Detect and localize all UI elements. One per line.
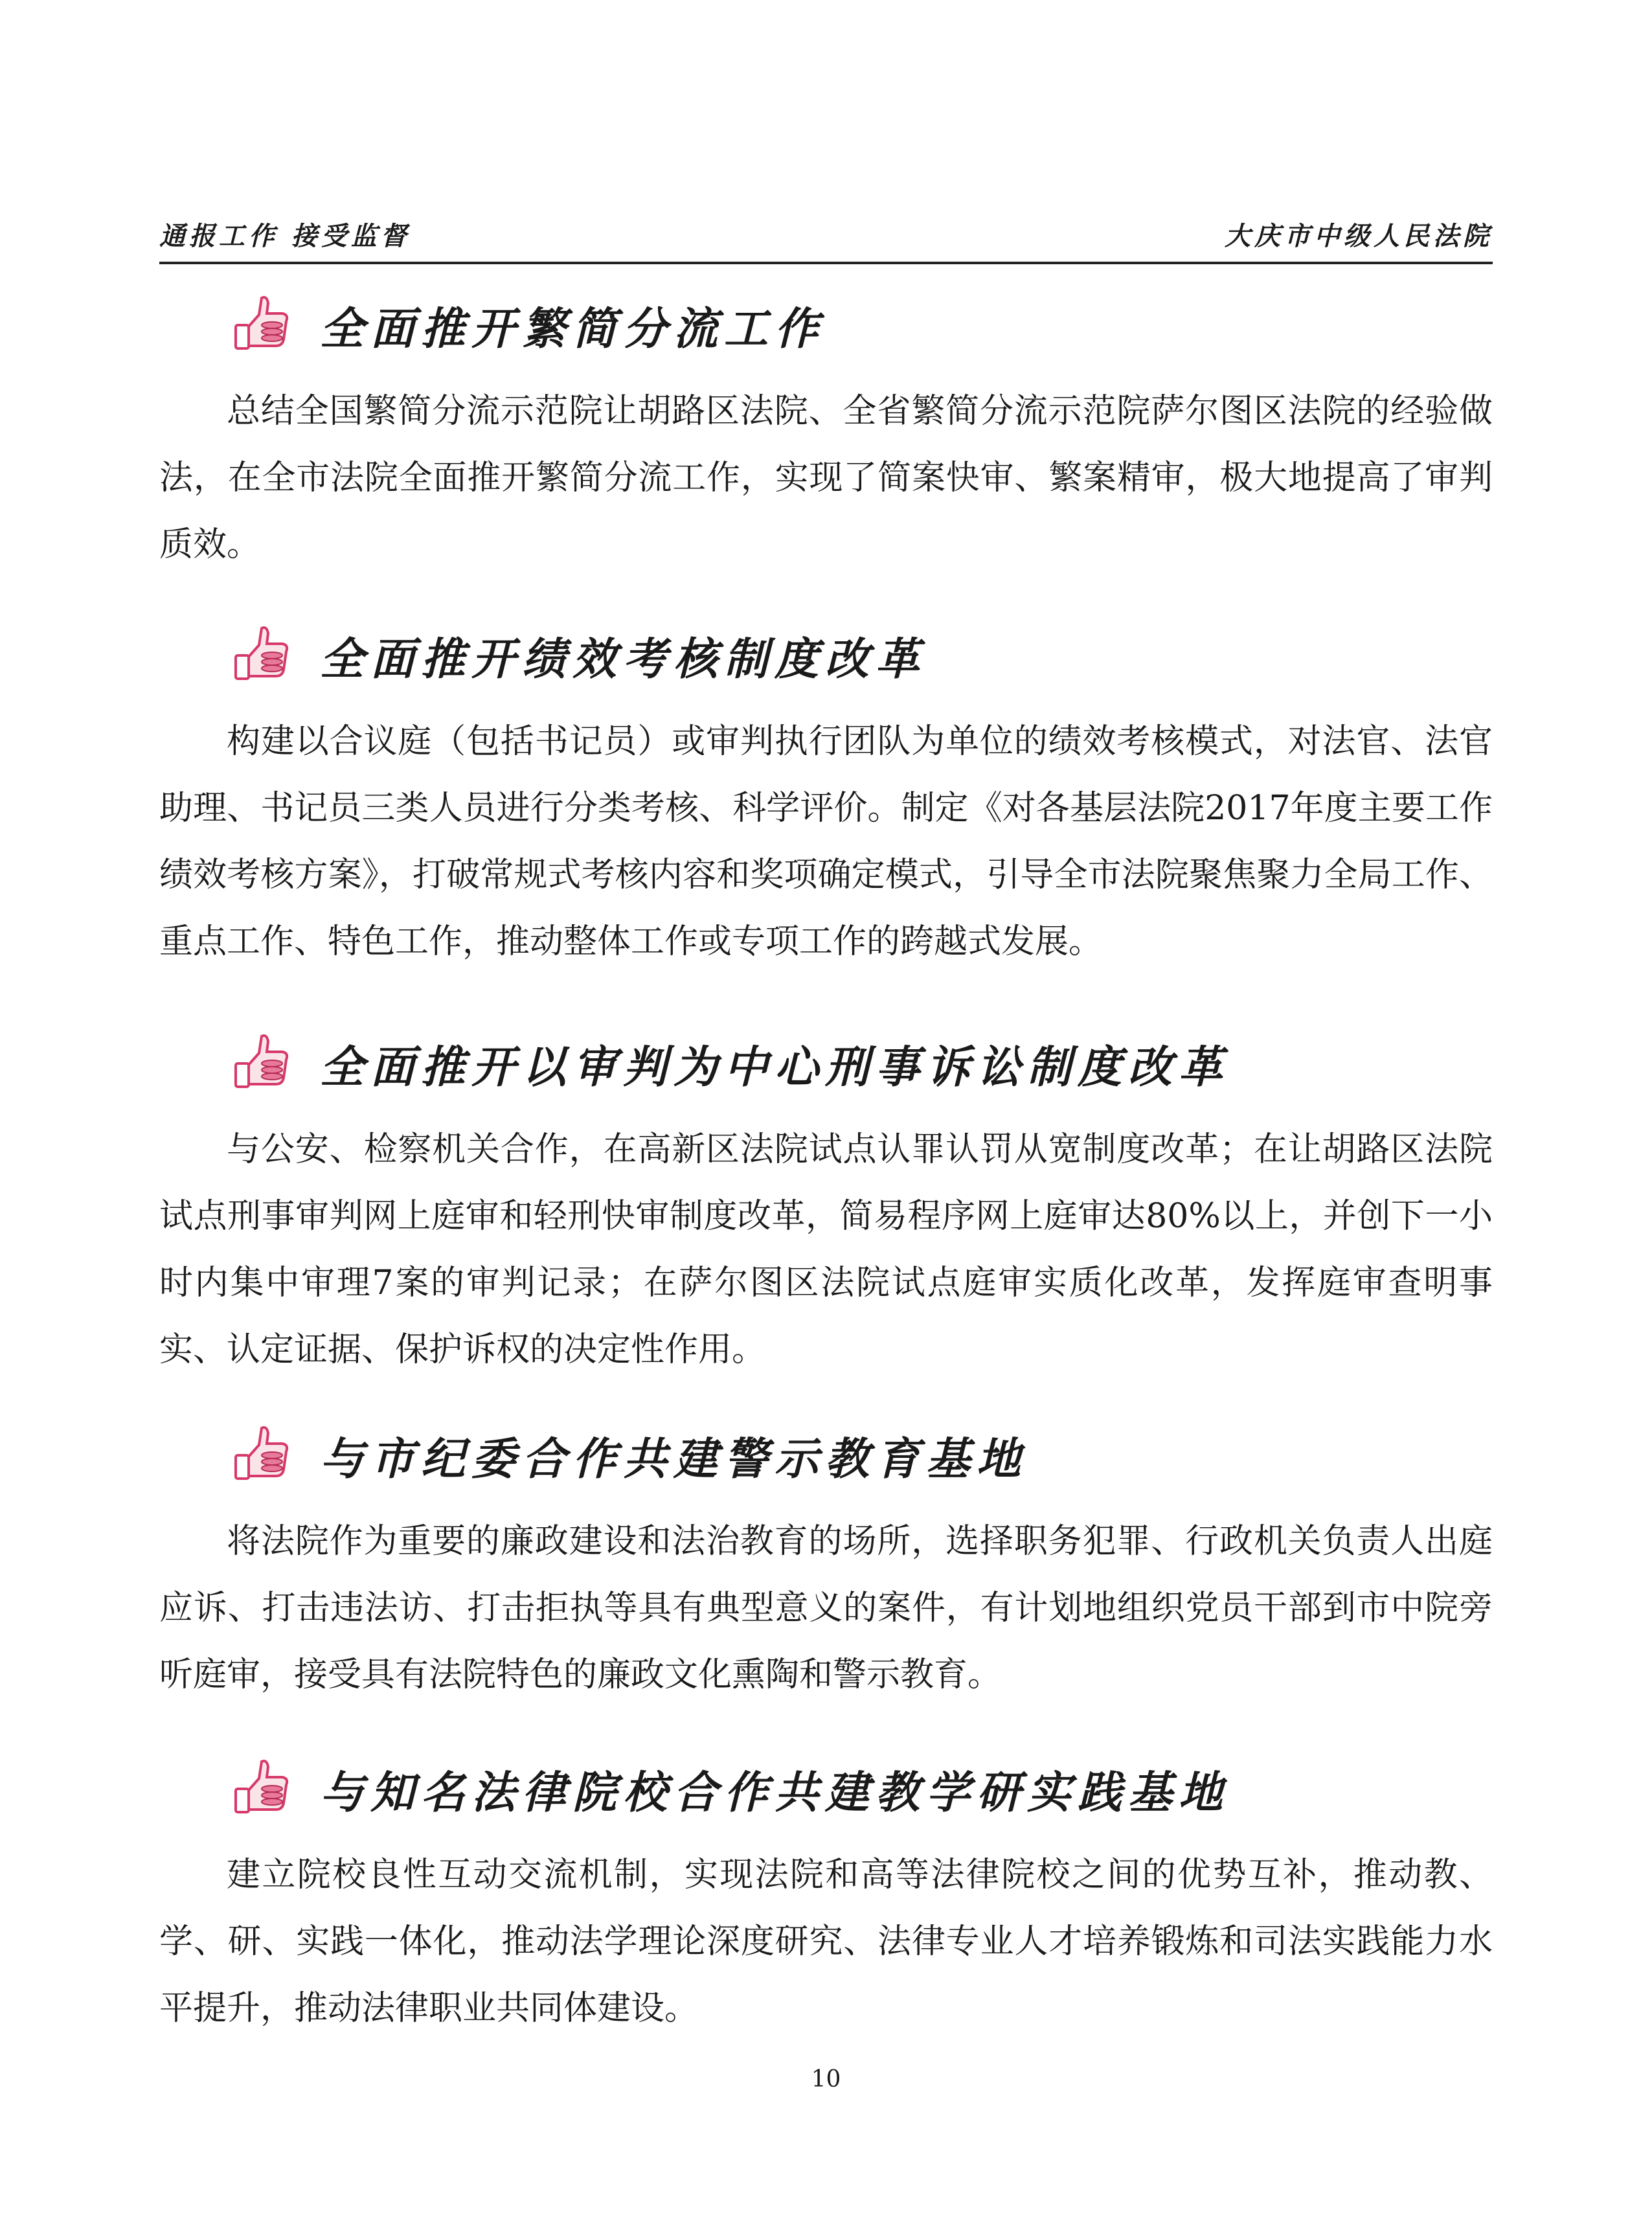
thumbs-up-coins-icon bbox=[231, 618, 295, 683]
section-heading bbox=[159, 1742, 1493, 1826]
section-body: 建立院校良性互动交流机制，实现法院和高等法律院校之间的优势互补，推动教、学、研、实践一体化，推动法学理论深度研究、法律专业人才培养锻炼和司法实践能力水平提升，推动法律职业共同体建设。 bbox=[159, 1856, 1493, 2028]
thumbs-up-coins-icon bbox=[231, 288, 295, 352]
header-left-title: 通报工作 接受监督 bbox=[159, 221, 411, 251]
section-title: 与市纪委合作共建警示教育基地 bbox=[320, 1434, 1028, 1485]
thumbs-up-coins-icon bbox=[231, 1026, 295, 1091]
section-title: 与知名法律院校合作共建教学研实践基地 bbox=[320, 1767, 1230, 1819]
thumbs-up-coins-icon bbox=[231, 1751, 295, 1816]
header-right-title: 大庆市中级人民法院 bbox=[1225, 221, 1493, 251]
page-header bbox=[159, 207, 1493, 264]
thumbs-up-coins-icon bbox=[231, 1418, 295, 1482]
section-5 bbox=[159, 1742, 1493, 2076]
page-number: 10 bbox=[811, 2066, 841, 2093]
section-3 bbox=[159, 1017, 1493, 1417]
section-body: 总结全国繁简分流示范院让胡路区法院、全省繁简分流示范院萨尔图区法院的经验做法，在全市法院全面推开繁简分流工作，实现了简案快审、繁案精审，极大地提高了审判质效。 bbox=[159, 392, 1493, 564]
section-heading bbox=[159, 1017, 1493, 1101]
section-2 bbox=[159, 609, 1493, 1009]
section-body: 与公安、检察机关合作，在高新区法院试点认罪认罚从宽制度改革；在让胡路区法院试点刑事审判网上庭审和轻刑快审制度改革，简易程序网上庭审达80%以上，并创下一小时内集中审理7案的审判记录；在萨尔图区法院试点庭审实质化改革，发挥庭审查明事实、认定证据、保护诉权的决定性作用。 bbox=[159, 1130, 1493, 1369]
section-body: 构建以合议庭（包括书记员）或审判执行团队为单位的绩效考核模式，对法官、法官助理、书记员三类人员进行分类考核、科学评价。制定《对各基层法院2017年度主要工作绩效考核方案》，打破常规式考核内容和奖项确定模式，引导全市法院聚焦聚力全局工作、重点工作、特色工作，推动整体工作或专项工作的跨越式发展。 bbox=[159, 722, 1493, 961]
section-title: 全面推开以审判为中心刑事诉讼制度改革 bbox=[320, 1042, 1230, 1093]
section-heading bbox=[159, 609, 1493, 693]
section-4 bbox=[159, 1409, 1493, 1742]
section-body: 将法院作为重要的廉政建设和法治教育的场所，选择职务犯罪、行政机关负责人出庭应诉、打击违法访、打击拒执等具有典型意义的案件，有计划地组织党员干部到市中院旁听庭审，接受具有法院特色的廉政文化熏陶和警示教育。 bbox=[159, 1522, 1493, 1694]
section-heading bbox=[159, 1409, 1493, 1493]
section-title: 全面推开绩效考核制度改革 bbox=[320, 634, 927, 685]
section-title: 全面推开繁简分流工作 bbox=[320, 304, 826, 355]
section-1 bbox=[159, 278, 1493, 612]
section-heading bbox=[159, 278, 1493, 363]
